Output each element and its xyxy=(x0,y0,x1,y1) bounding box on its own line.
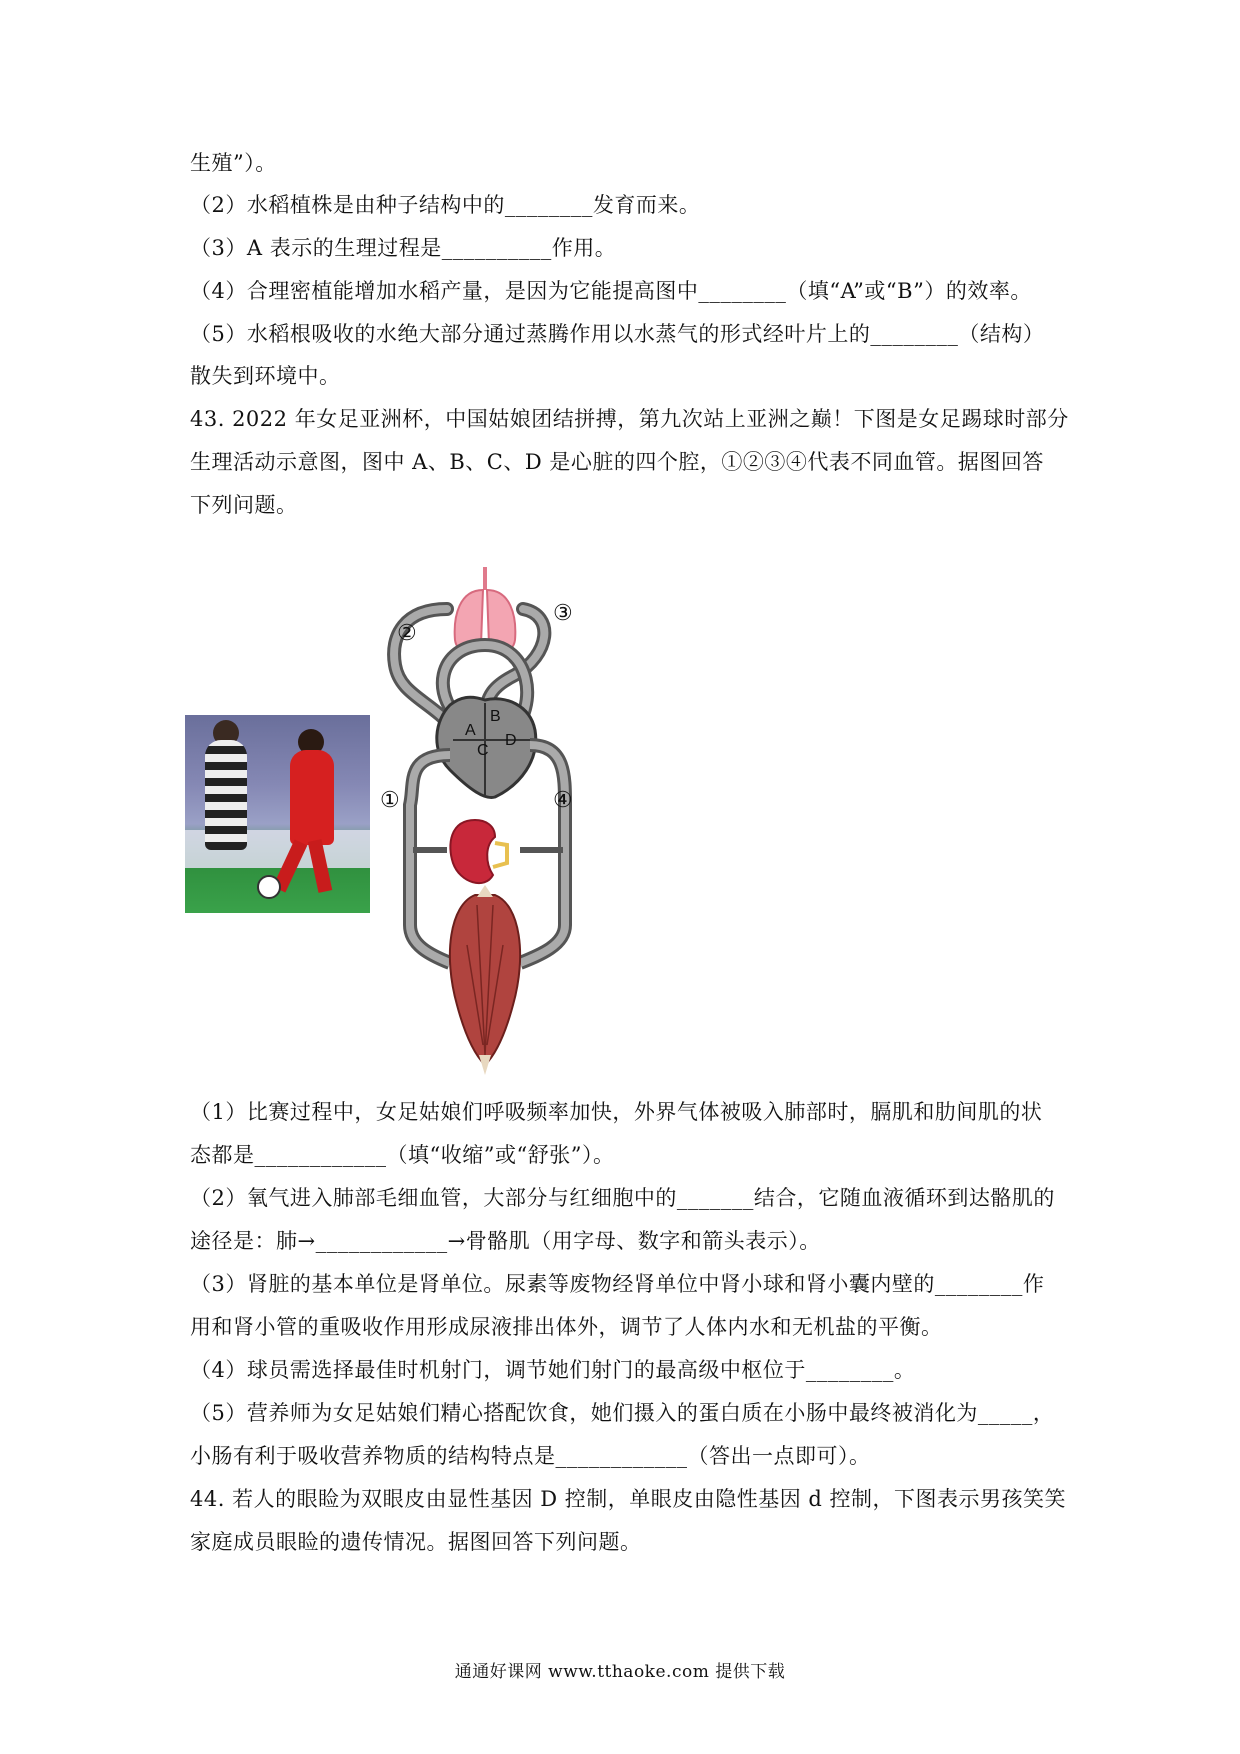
line-3: （4）合理密植能增加水稻产量，是因为它能提高图中________（填“A”或“B”）的效率。 xyxy=(190,279,1032,303)
kidney-icon xyxy=(450,820,507,883)
line2-2: （2）氧气进入肺部毛细血管，大部分与红细胞中的_______结合，它随血液循环到达骼肌的 xyxy=(190,1186,1055,1210)
chamber-a-label: A xyxy=(465,722,476,739)
line2-1: 态都是____________（填“收缩”或“舒张”）。 xyxy=(190,1143,615,1167)
vessel-2-label: ② xyxy=(397,621,417,646)
line2-8: 小肠有利于吸收营养物质的结构特点是____________（答出一点即可）。 xyxy=(190,1444,871,1468)
chamber-c-label: C xyxy=(477,742,489,759)
line-8: 下列问题。 xyxy=(190,493,298,517)
chamber-b-label: B xyxy=(490,708,501,725)
vessel-4-label: ④ xyxy=(553,788,573,813)
line-7: 生理活动示意图，图中 A、B、C、D 是心脏的四个腔，①②③④代表不同血管。据图回答 xyxy=(190,450,1044,474)
line2-5: 用和肾小管的重吸收作用形成尿液排出体外，调节了人体内水和无机盐的平衡。 xyxy=(190,1315,943,1339)
line2-10: 家庭成员眼睑的遗传情况。据图回答下列问题。 xyxy=(190,1530,642,1554)
chamber-d-label: D xyxy=(505,732,517,749)
line-1: （2）水稻植株是由种子结构中的________发育而来。 xyxy=(190,193,701,217)
page-footer: 通通好课网 www.tthaoke.com 提供下载 xyxy=(454,1662,786,1682)
line-2: （3）A 表示的生理过程是__________作用。 xyxy=(190,236,617,260)
line2-6: （4）球员需选择最佳时机射门，调节她们射门的最高级中枢位于________。 xyxy=(190,1358,916,1382)
line2-7: （5）营养师为女足姑娘们精心搭配饮食，她们摄入的蛋白质在小肠中最终被消化为_____， xyxy=(190,1401,1055,1425)
figure xyxy=(185,545,605,1085)
line-6: 43. 2022 年女足亚洲杯，中国姑娘团结拼搏，第九次站上亚洲之巅！下图是女足踢球时部分 xyxy=(190,407,1069,431)
line-0: 生殖”）。 xyxy=(190,151,277,175)
line2-4: （3）肾脏的基本单位是肾单位。尿素等废物经肾单位中肾小球和肾小囊内壁的________作 xyxy=(190,1272,1045,1296)
line-5: 散失到环境中。 xyxy=(190,364,341,388)
vessel-1-label: ① xyxy=(380,788,400,813)
line2-3: 途径是：肺→____________→骨骼肌（用字母、数字和箭头表示）。 xyxy=(190,1229,821,1253)
muscle-icon xyxy=(450,885,520,1075)
circulation-diagram xyxy=(185,545,605,1085)
line2-9: 44. 若人的眼睑为双眼皮由显性基因 D 控制，单眼皮由隐性基因 d 控制，下图表示男孩笑笑 xyxy=(190,1487,1067,1511)
line2-0: （1）比赛过程中，女足姑娘们呼吸频率加快，外界气体被吸入肺部时，膈肌和肋间肌的状 xyxy=(190,1100,1043,1124)
line-4: （5）水稻根吸收的水绝大部分通过蒸腾作用以水蒸气的形式经叶片上的________（结构） xyxy=(190,322,1045,346)
vessel-3-label: ③ xyxy=(553,601,573,626)
